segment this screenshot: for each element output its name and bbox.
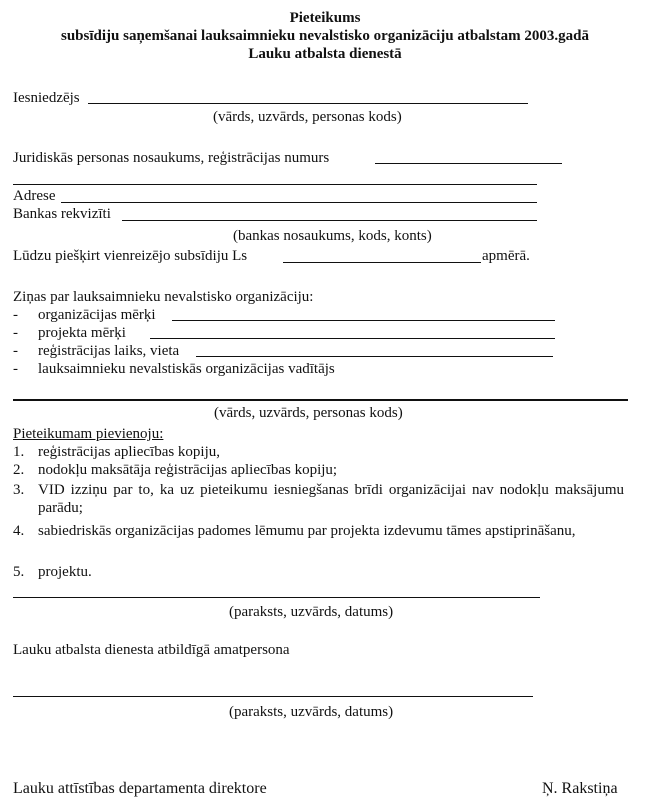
legal-entity-line-2[interactable] — [13, 184, 537, 185]
org-goals-label: organizācijas mērķi — [38, 307, 156, 323]
attachment-num: 2. — [13, 462, 25, 478]
legal-entity-line[interactable] — [375, 163, 562, 164]
form-organization: Lauku atbalsta dienestā — [248, 46, 402, 62]
applicant-signature-line[interactable] — [13, 597, 540, 598]
request-suffix: apmērā. — [482, 248, 530, 264]
org-info-heading: Ziņas par lauksaimnieku nevalstisko organizāciju: — [13, 289, 314, 305]
address-label: Adrese — [13, 188, 56, 204]
address-line[interactable] — [61, 202, 537, 203]
attachment-num: 4. — [13, 523, 25, 539]
subsidy-amount-line[interactable] — [283, 262, 481, 263]
org-info-dash: - — [13, 361, 18, 377]
attachment-num: 1. — [13, 444, 25, 460]
org-info-dash: - — [13, 307, 18, 323]
director-name: Ņ. Rakstiņa — [542, 780, 618, 797]
attachment-num: 3. — [13, 482, 25, 498]
registration-line[interactable] — [196, 356, 553, 357]
official-label: Lauku atbalsta dienesta atbildīgā amatpersona — [13, 642, 290, 658]
leader-hint: (vārds, uzvārds, personas kods) — [214, 405, 403, 421]
request-prefix: Lūdzu piešķirt vienreizējo subsīdiju Ls — [13, 248, 248, 264]
leader-label: lauksaimnieku nevalstiskās organizācijas vadītājs — [38, 361, 335, 377]
legal-entity-label: Juridiskās personas nosaukums, reģistrācijas numurs — [13, 150, 330, 166]
attachment-num: 5. — [13, 564, 25, 580]
project-goals-label: projekta mērķi — [38, 325, 126, 341]
attachment-text: nodokļu maksātāja reģistrācijas apliecības kopiju; — [38, 462, 338, 478]
applicant-line[interactable] — [88, 103, 528, 104]
leader-line[interactable] — [13, 399, 628, 401]
form-title: Pieteikums — [289, 10, 361, 26]
registration-label: reģistrācijas laiks, vieta — [38, 343, 180, 359]
bank-line[interactable] — [122, 220, 537, 221]
attachment-text: projektu. — [38, 564, 92, 580]
applicant-label: Iesniedzējs — [13, 90, 80, 106]
org-goals-line[interactable] — [172, 320, 555, 321]
applicant-signature-hint: (paraksts, uzvārds, datums) — [229, 604, 394, 620]
director-position: Lauku attīstības departamenta direktore — [13, 780, 267, 797]
attachment-text: reģistrācijas apliecības kopiju, — [38, 444, 221, 460]
attachments-heading: Pieteikumam pievienoju: — [13, 426, 164, 442]
org-info-dash: - — [13, 343, 18, 359]
attachment-text: sabiedriskās organizācijas padomes lēmumu par projekta izdevumu tāmes apstiprināšanu, — [38, 523, 576, 539]
bank-hint: (bankas nosaukums, kods, konts) — [233, 228, 432, 244]
project-goals-line[interactable] — [150, 338, 555, 339]
applicant-hint: (vārds, uzvārds, personas kods) — [213, 109, 402, 125]
attachment-text: VID izziņu par to, ka uz pieteikumu iesniegšanas brīdi organizācijai nav nodokļu maksājumu parādu; — [38, 482, 624, 516]
org-info-dash: - — [13, 325, 18, 341]
bank-label: Bankas rekvizīti — [13, 206, 111, 222]
form-subtitle: subsīdiju saņemšanai lauksaimnieku nevalstisko organizāciju atbalstam 2003.gadā — [60, 28, 590, 44]
official-signature-line[interactable] — [13, 696, 533, 697]
official-signature-hint: (paraksts, uzvārds, datums) — [229, 704, 394, 720]
